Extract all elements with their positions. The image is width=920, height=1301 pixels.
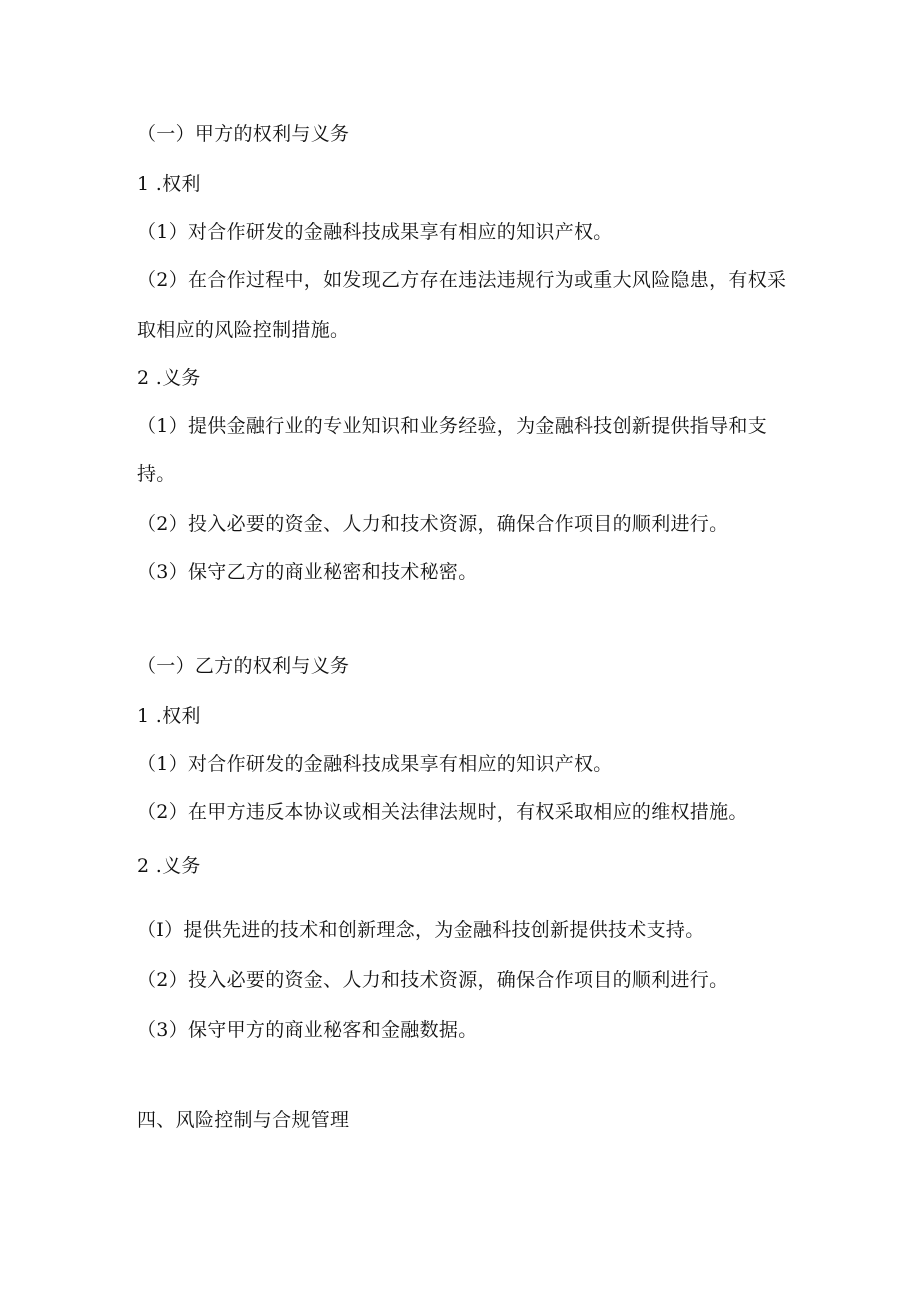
party-b-rights-item-1: （1）对合作研发的金融科技成果享有相应的知识产权。 [137, 753, 613, 775]
party-a-duties-item-3: （3）保守乙方的商业秘密和技术秘密。 [137, 561, 478, 583]
party-a-rights-item-1: （1）对合作研发的金融科技成果享有相应的知识产权。 [137, 221, 613, 243]
party-a-rights-item-2-cont: 取相应的风险控制措施。 [137, 319, 350, 341]
party-b-duties-item-2: （2）投入必要的资金、人力和技术资源，确保合作项目的顺利进行。 [137, 969, 729, 991]
party-a-rights-item-2: （2）在合作过程中，如发现乙方存在违法违规行为或重大风险隐患，有权采 [137, 269, 787, 291]
party-a-duties-item-1: （1）提供金融行业的专业知识和业务经验，为金融科技创新提供指导和支 [137, 415, 767, 437]
party-a-duties-title: 2 .义务 [137, 367, 201, 389]
party-b-duties-item-1: （I）提供先进的技术和创新理念，为金融科技创新提供技术支持。 [137, 919, 705, 941]
section-four-heading: 四、风险控制与合规管理 [137, 1109, 350, 1131]
party-b-rights-item-2: （2）在甲方违反本协议或相关法律法规时，有权采取相应的维权措施。 [137, 801, 748, 823]
party-b-heading: （一）乙方的权利与义务 [137, 655, 350, 677]
party-a-heading: （一）甲方的权利与义务 [137, 123, 350, 145]
party-a-duties-item-1-cont: 持。 [137, 463, 176, 485]
party-a-rights-title: 1 .权利 [137, 173, 201, 195]
party-b-duties-item-3: （3）保守甲方的商业秘客和金融数据。 [137, 1019, 478, 1041]
party-a-duties-item-2: （2）投入必要的资金、人力和技术资源，确保合作项目的顺利进行。 [137, 513, 729, 535]
party-b-duties-title: 2 .义务 [137, 855, 201, 877]
party-b-rights-title: 1 .权利 [137, 705, 201, 727]
